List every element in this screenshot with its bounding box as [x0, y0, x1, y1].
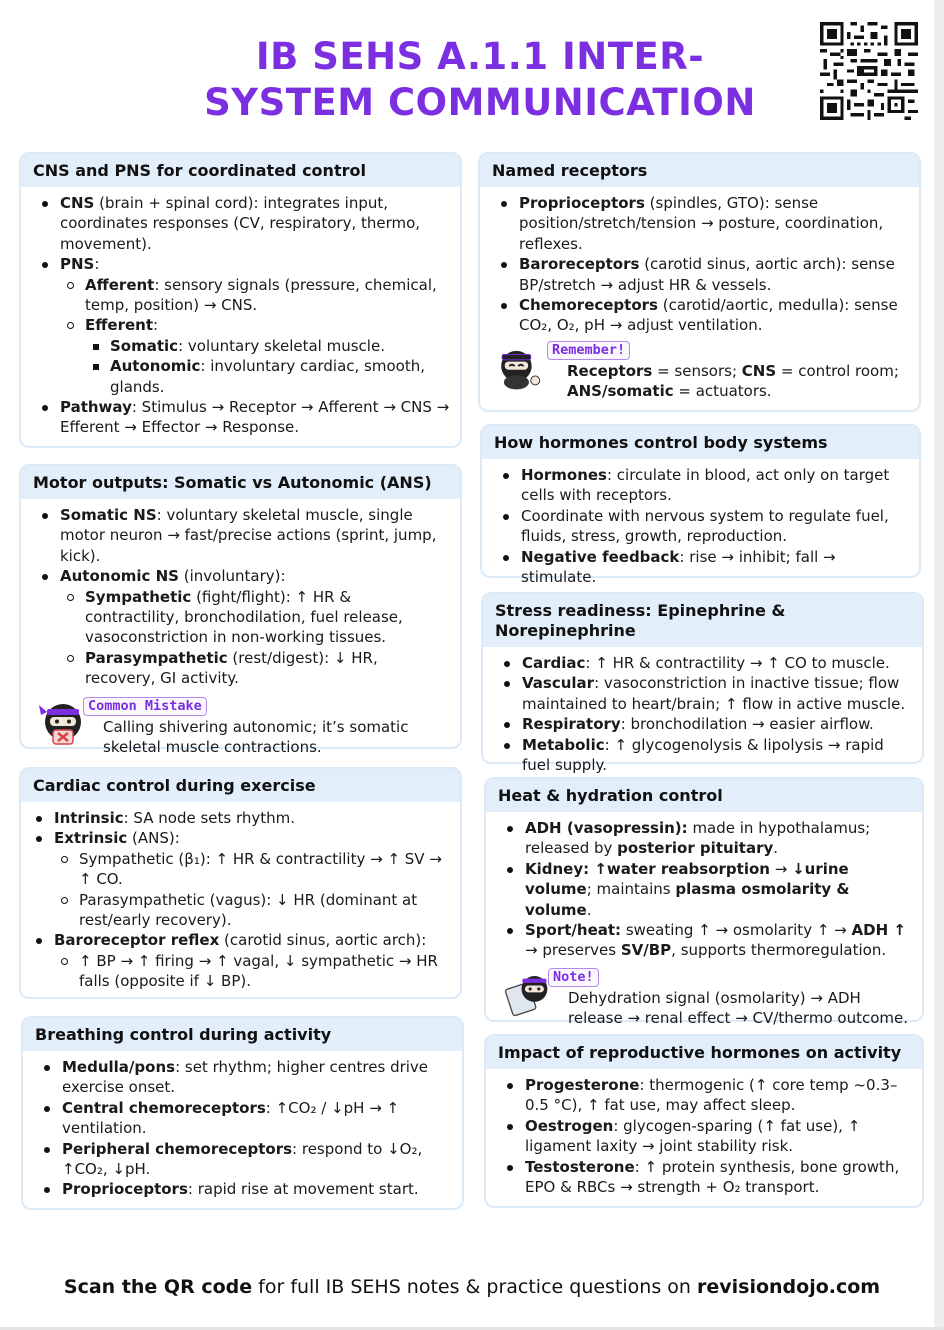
callout-tag: Note! [548, 968, 599, 987]
card-title: Impact of reproductive hormones on activity [486, 1036, 922, 1069]
list-item: Kidney: ↑water reabsorption → ↓urine volume; maintains plasma osmolarity & volume. [498, 859, 912, 920]
list-item: PNS: Afferent: sensory signals (pressure, chemical, temp, position) → CNS. Efferent: Somatic: voluntary skeletal muscle. Autonomic: involuntary cardiac, smooth, glands. [33, 254, 450, 397]
card-named-receptors [478, 152, 921, 412]
callout-text: Receptors = sensors; CNS = control room; ANS/somatic = actuators. [567, 361, 899, 401]
card-reproductive-hormones [484, 1034, 924, 1208]
list-item: Afferent: sensory signals (pressure, chemical, temp, position) → CNS. [60, 275, 450, 316]
list-item: Sympathetic (fight/flight): ↑ HR & contractility, bronchodilation, fuel release, vasoconstriction in non-working tissues. [60, 587, 450, 648]
ninja-note-icon [504, 970, 558, 1020]
card-breathing-control [21, 1016, 464, 1210]
list-item: Parasympathetic (rest/digest): ↓ HR, recovery, GI activity. [60, 648, 450, 689]
site-link[interactable]: revisiondojo.com [696, 1276, 881, 1298]
list-item: Respiratory: bronchodilation → easier airflow. [495, 714, 912, 734]
common-mistake-callout [33, 695, 450, 758]
list-item: Baroreceptor reflex (carotid sinus, aortic arch): ↑ BP → ↑ firing → ↑ vagal, ↓ sympathetic → HR falls (opposite if ↓ BP). [27, 930, 450, 991]
list-item: Medulla/pons: set rhythm; higher centres drive exercise onset. [35, 1057, 452, 1098]
remember-callout [492, 339, 909, 402]
card-heat-hydration [484, 777, 924, 1028]
list-item: Metabolic: ↑ glycogenolysis & lipolysis → rapid fuel supply. [495, 735, 912, 776]
ninja-mistake-icon [35, 695, 95, 753]
list-item: Baroreceptors (carotid sinus, aortic arch): sense BP/stretch → adjust HR & vessels. [492, 254, 909, 295]
card-title: Heat & hydration control [486, 779, 922, 812]
list-item: Autonomic NS (involuntary): Sympathetic (fight/flight): ↑ HR & contractility, bronchodilation, fuel release, vasoconstriction in non-working tissues. Parasympathetic (rest/digest): ↓ HR, recovery, GI activity. [33, 566, 450, 688]
list-item: Hormones: circulate in blood, act only on target cells with receptors. [494, 465, 909, 506]
card-title: Cardiac control during exercise [21, 769, 460, 802]
list-item: Parasympathetic (vagus): ↓ HR (dominant at rest/early recovery). [54, 890, 450, 931]
list-item: Extrinsic (ANS): Sympathetic (β₁): ↑ HR & contractility → ↑ SV → ↑ CO. Parasympathetic (vagus): ↓ HR (dominant at rest/early recovery). [27, 828, 450, 930]
list-item: Peripheral chemoreceptors: respond to ↓O₂, ↑CO₂, ↓pH. [35, 1139, 452, 1180]
list-item: Oestrogen: glycogen-sparing (↑ fat use), ↑ ligament laxity → joint stability risk. [498, 1116, 912, 1157]
qr-code[interactable] [820, 22, 918, 120]
card-title: Breathing control during activity [23, 1018, 462, 1051]
callout-tag: Common Mistake [83, 697, 207, 716]
card-motor-outputs [19, 464, 462, 757]
list-item: Proprioceptors: rapid rise at movement start. [35, 1179, 452, 1199]
list-item: Chemoreceptors (carotid/aortic, medulla): sense CO₂, O₂, pH → adjust ventilation. [492, 295, 909, 336]
card-title: Motor outputs: Somatic vs Autonomic (ANS) [21, 466, 460, 499]
callout-text: Calling shivering autonomic; it’s somatic skeletal muscle contractions. [103, 717, 409, 757]
card-hormones [480, 424, 921, 587]
card-title: CNS and PNS for coordinated control [21, 154, 460, 187]
list-item: Somatic: voluntary skeletal muscle. [85, 336, 450, 356]
card-cns-pns [19, 152, 462, 448]
list-item: Proprioceptors (spindles, GTO): sense position/stretch/tension → posture, coordination, reflexes. [492, 193, 909, 254]
list-item: Coordinate with nervous system to regulate fuel, fluids, stress, growth, reproduction. [494, 506, 909, 547]
list-item: ↑ BP → ↑ firing → ↑ vagal, ↓ sympathetic → HR falls (opposite if ↓ BP). [54, 951, 450, 992]
footer-cta: Scan the QR code [63, 1276, 253, 1298]
list-item: Cardiac: ↑ HR & contractility → ↑ CO to muscle. [495, 653, 912, 673]
list-item: Testosterone: ↑ protein synthesis, bone growth, EPO & RBCs → strength + O₂ transport. [498, 1157, 912, 1198]
list-item: Autonomic: involuntary cardiac, smooth, glands. [85, 356, 450, 397]
page-title: IB SEHS A.1.1 INTER-SYSTEM COMMUNICATION [204, 35, 756, 124]
list-item: Somatic NS: voluntary skeletal muscle, single motor neuron → fast/precise actions (sprint, jump, kick). [33, 505, 450, 566]
list-item: CNS (brain + spinal cord): integrates input, coordinates responses (CV, respiratory, thermo, movement). [33, 193, 450, 254]
list-item: Efferent: Somatic: voluntary skeletal muscle. Autonomic: involuntary cardiac, smooth, glands. [60, 315, 450, 397]
card-stress-readiness [481, 592, 924, 775]
card-title: How hormones control body systems [482, 426, 919, 459]
callout-tag: Remember! [547, 341, 630, 360]
list-item: Negative feedback: rise → inhibit; fall → stimulate. [494, 547, 909, 588]
card-title: Stress readiness: Epinephrine & Norepinephrine [483, 594, 922, 647]
list-item: Sympathetic (β₁): ↑ HR & contractility → ↑ SV → ↑ CO. [54, 849, 450, 890]
list-item: Progesterone: thermogenic (↑ core temp ~0.3–0.5 °C), ↑ fat use, may affect sleep. [498, 1075, 912, 1116]
card-title: Named receptors [480, 154, 919, 187]
list-item: ADH (vasopressin): made in hypothalamus; released by posterior pituitary. [498, 818, 912, 859]
list-item: Central chemoreceptors: ↑CO₂ / ↓pH → ↑ ventilation. [35, 1098, 452, 1139]
page-edge [934, 0, 944, 1330]
list-item: Intrinsic: SA node sets rhythm. [27, 808, 450, 828]
footer: Scan the QR code for full IB SEHS notes & practice questions on revisiondojo.com [63, 1276, 881, 1298]
card-cardiac-control [19, 767, 462, 999]
list-item: Vascular: vasoconstriction in inactive tissue; flow maintained to heart/brain; ↑ flow in active muscle. [495, 673, 912, 714]
ninja-remember-icon [492, 341, 548, 393]
list-item: Sport/heat: sweating ↑ → osmolarity ↑ → ADH ↑ → preserves SV/BP, supports thermoregulation. [498, 920, 912, 961]
callout-text: Dehydration signal (osmolarity) → ADH release → renal effect → CV/thermo outcome. [568, 988, 908, 1028]
note-callout [498, 966, 912, 1029]
list-item: Pathway: Stimulus → Receptor → Afferent → CNS → Efferent → Effector → Response. [33, 397, 450, 438]
